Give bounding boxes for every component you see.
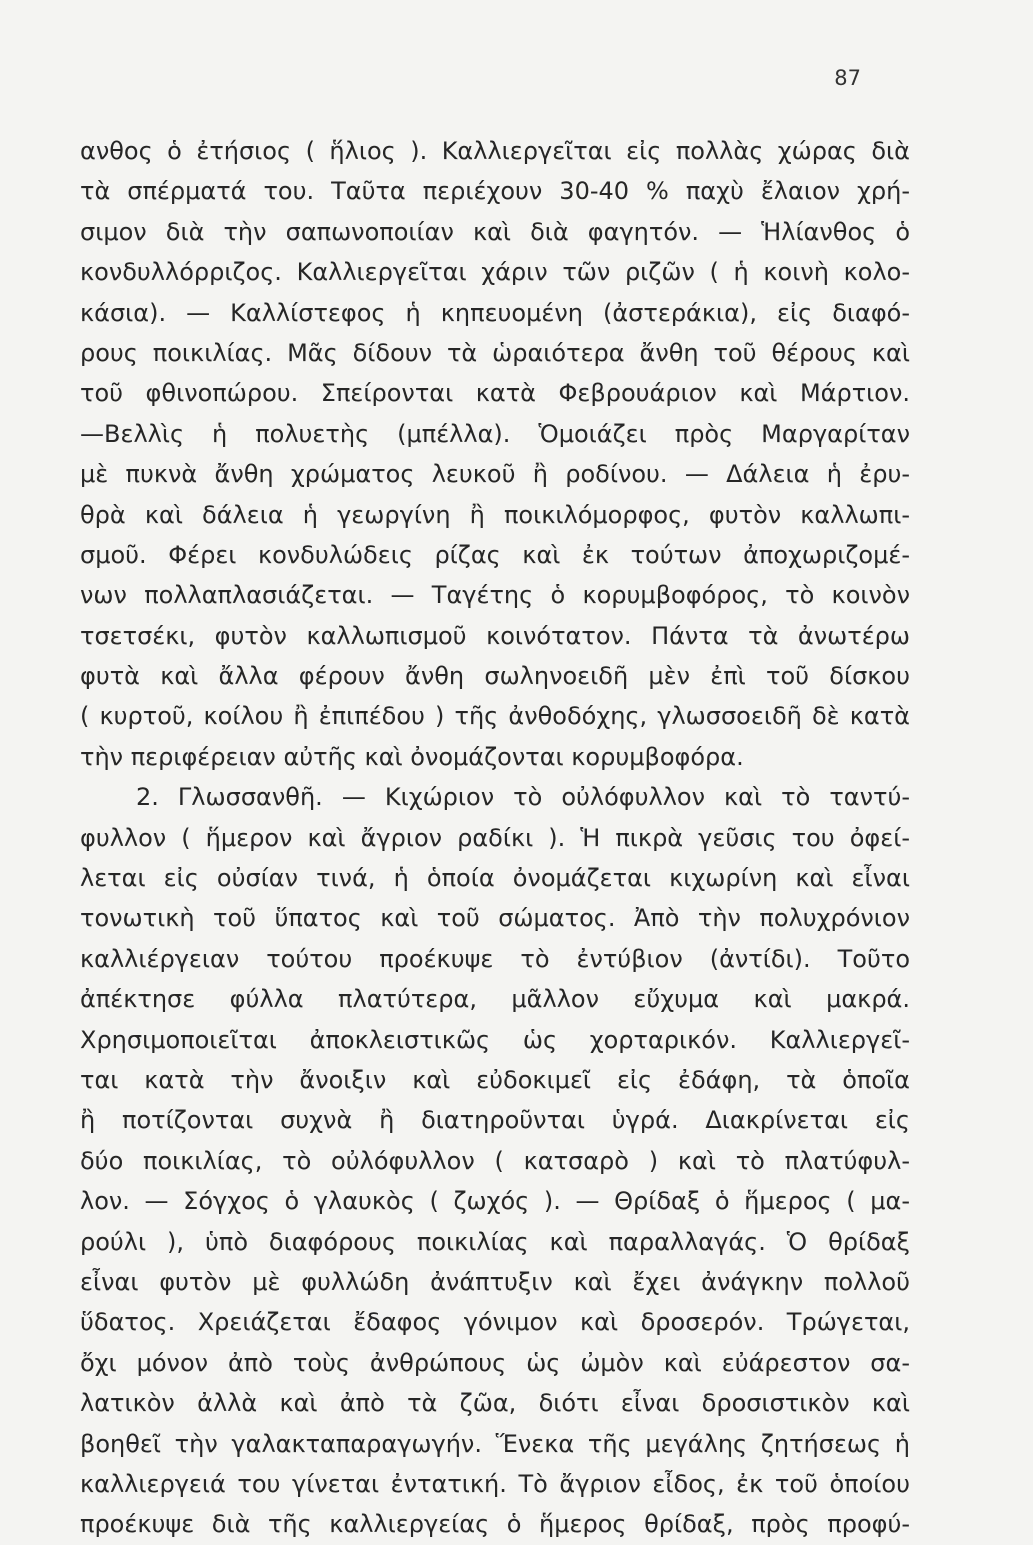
text-line: θρὰ καὶ δάλεια ἡ γεωργίνη ἢ ποικιλόμορφος, φυτὸν καλλωπι-	[80, 500, 910, 529]
page-number: 87	[834, 66, 861, 90]
text-line: βοηθεῖ τὴν γαλακταπαραγωγήν. Ἕνεκα τῆς μεγάλης ζητήσεως ἡ	[80, 1429, 910, 1458]
text-line: δύο ποικιλίας, τὸ οὐλόφυλλον ( κατσαρὸ ) καὶ τὸ πλατύφυλ-	[80, 1146, 910, 1175]
text-line: λεται εἰς οὐσίαν τινά, ἡ ὁποία ὀνομάζεται κιχωρίνη καὶ εἶναι	[80, 864, 910, 893]
text-line: ( κυρτοῦ, κοίλου ἢ ἐπιπέδου ) τῆς ἀνθοδόχης, γλωσσοειδῆ δὲ κατὰ	[80, 702, 910, 731]
text-line: ται κατὰ τὴν ἄνοιξιν καὶ εὐδοκιμεῖ εἰς ἐδάφη, τὰ ὁποῖα	[80, 1065, 910, 1094]
text-line: φυτὰ καὶ ἄλλα φέρουν ἄνθη σωληνοειδῆ μὲν ἐπὶ τοῦ δίσκου	[80, 662, 910, 691]
text-line: τονωτικὴ τοῦ ὕπατος καὶ τοῦ σώματος. Ἀπὸ τὴν πολυχρόνιον	[80, 904, 910, 933]
text-line: τὴν περιφέρειαν αὐτῆς καὶ ὀνομάζονται κορυμβοφόρα.	[80, 742, 744, 771]
body-text	[80, 131, 910, 1545]
text-line: Χρησιμοποιεῖται ἀποκλειστικῶς ὡς χορταρικόν. Καλλιεργεῖ-	[80, 1025, 910, 1054]
text-line: λατικὸν ἀλλὰ καὶ ἀπὸ τὰ ζῶα, διότι εἶναι δροσιστικὸν καὶ	[80, 1389, 910, 1418]
section-heading-line: 2. Γλωσσανθῆ. — Κιχώριον τὸ οὐλόφυλλον καὶ τὸ ταντύ-	[136, 783, 910, 812]
text-line: καλλιεργειά του γίνεται ἐντατική. Τὸ ἄγριον εἶδος, ἐκ τοῦ ὁποίου	[80, 1469, 910, 1498]
text-line: ἀπέκτησε φύλλα πλατύτερα, μᾶλλον εὔχυμα καὶ μακρά.	[80, 985, 910, 1014]
text-line: εἶναι φυτὸν μὲ φυλλώδη ἀνάπτυξιν καὶ ἔχει ἀνάγκην πολλοῦ	[80, 1267, 910, 1296]
text-line: ρούλι ), ὑπὸ διαφόρους ποικιλίας καὶ παραλλαγάς. Ὁ θρίδαξ	[80, 1227, 910, 1256]
text-line: φυλλον ( ἥμερον καὶ ἄγριον ραδίκι ). Ἡ πικρὰ γεῦσις του ὀφεί-	[80, 823, 910, 852]
text-line: ὕδατος. Χρειάζεται ἔδαφος γόνιμον καὶ δροσερόν. Τρώγεται,	[80, 1308, 910, 1337]
text-line: καλλιέργειαν τούτου προέκυψε τὸ ἐντύβιον (ἀντίδι). Τοῦτο	[80, 944, 910, 973]
text-line: κονδυλλόρριζος. Καλλιεργεῖται χάριν τῶν ριζῶν ( ἡ κοινὴ κολο-	[80, 258, 910, 287]
text-line: μὲ πυκνὰ ἄνθη χρώματος λευκοῦ ἢ ροδίνου. — Δάλεια ἡ ἐρυ-	[80, 460, 910, 489]
text-line: προέκυψε διὰ τῆς καλλιεργείας ὁ ἥμερος θρίδαξ, πρὸς προφύ-	[80, 1510, 910, 1539]
text-line: —Βελλὶς ἡ πολυετὴς (μπέλλα). Ὁμοιάζει πρὸς Μαργαρίταν	[80, 419, 910, 448]
text-line: κάσια). — Καλλίστεφος ἡ κηπευομένη (ἀστεράκια), εἰς διαφό-	[80, 298, 910, 327]
text-line: τσετσέκι, φυτὸν καλλωπισμοῦ κοινότατον. Πάντα τὰ ἀνωτέρω	[80, 621, 910, 650]
text-line: νων πολλαπλασιάζεται. — Ταγέτης ὁ κορυμβοφόρος, τὸ κοινὸν	[80, 581, 910, 610]
text-line: σμοῦ. Φέρει κονδυλώδεις ρίζας καὶ ἐκ τούτων ἀποχωριζομέ-	[80, 540, 910, 569]
text-line: τὰ σπέρματά του. Ταῦτα περιέχουν 30-40 % παχὺ ἔλαιον χρή-	[80, 177, 910, 206]
text-line: ἢ ποτίζονται συχνὰ ἢ διατηροῦνται ὑγρά. Διακρίνεται εἰς	[80, 1106, 910, 1135]
text-line: ανθος ὁ ἐτήσιος ( ἥλιος ). Καλλιεργεῖται εἰς πολλὰς χώρας διὰ	[80, 137, 910, 165]
text-line: τοῦ φθινοπώρου. Σπείρονται κατὰ Φεβρουάριον καὶ Μάρτιον.	[80, 379, 910, 408]
text-line: ὄχι μόνον ἀπὸ τοὺς ἀνθρώπους ὡς ὠμὸν καὶ εὐάρεστον σα-	[80, 1348, 910, 1377]
text-line: λον. — Σόγχος ὁ γλαυκὸς ( ζωχός ). — Θρίδαξ ὁ ἥμερος ( μα-	[80, 1187, 910, 1216]
text-line: σιμον διὰ τὴν σαπωνοποιίαν καὶ διὰ φαγητόν. — Ἡλίανθος ὁ	[80, 217, 910, 246]
text-line: ρους ποικιλίας. Μᾶς δίδουν τὰ ὡραιότερα ἄνθη τοῦ θέρους καὶ	[80, 338, 910, 367]
